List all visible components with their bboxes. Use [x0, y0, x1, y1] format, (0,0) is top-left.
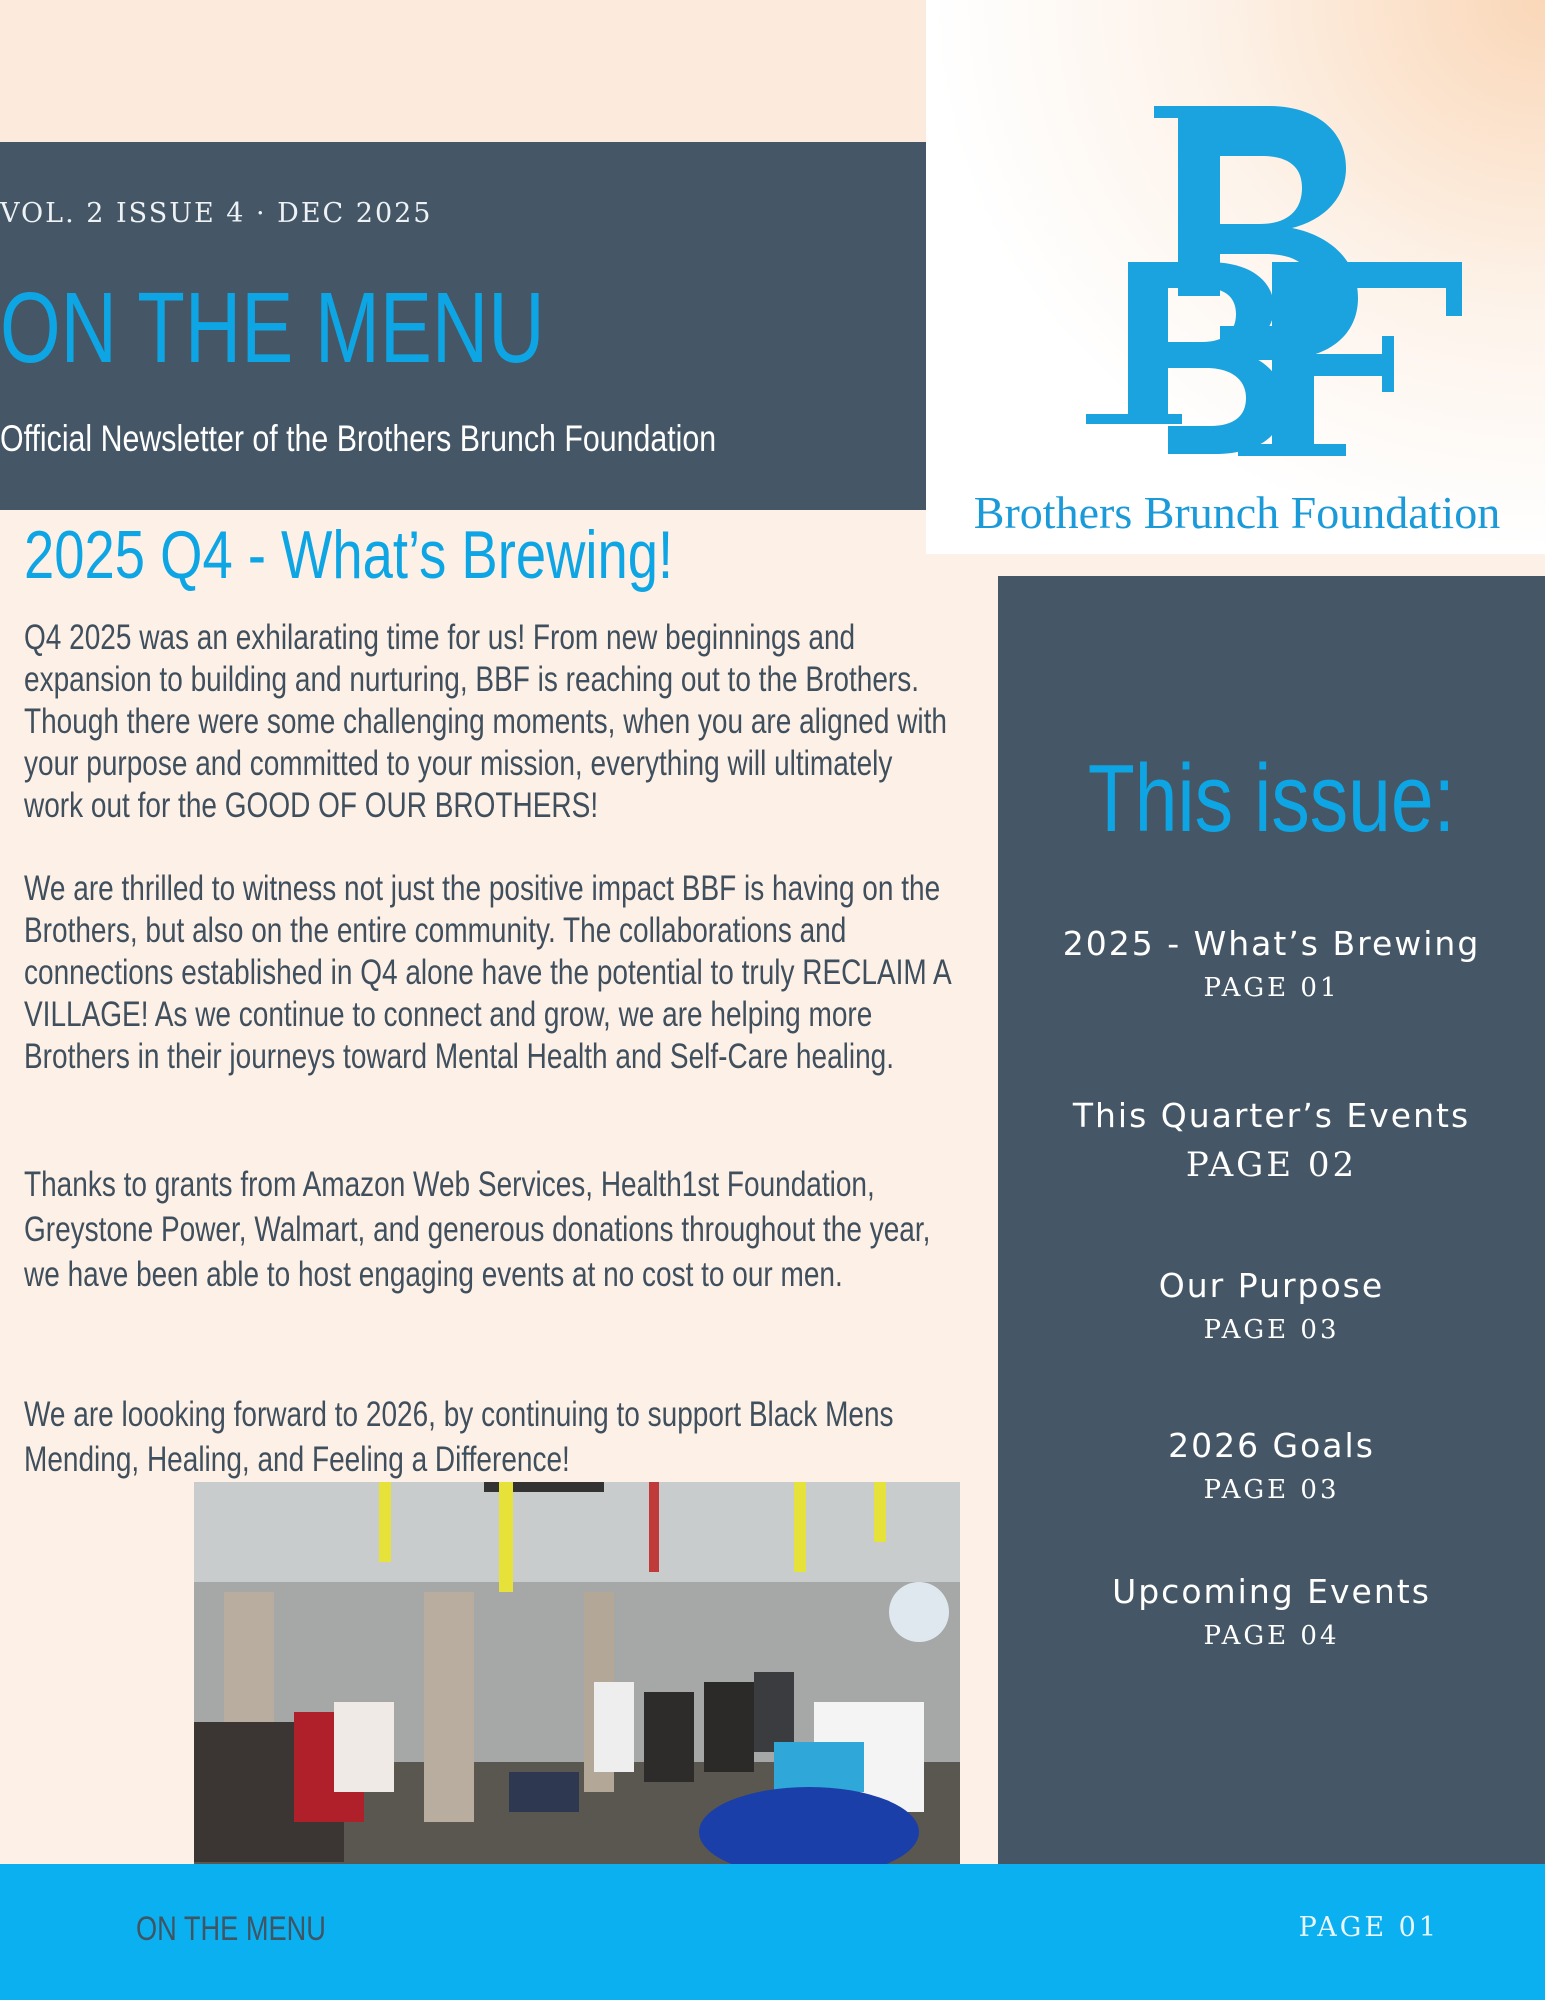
- sidebar-title: [998, 744, 1545, 854]
- article-paragraph: [24, 1162, 952, 1297]
- toc-item-page: PAGE 03: [1203, 1475, 1340, 1505]
- page-footer: [0, 1864, 1545, 2000]
- logo-caption: Brothers Brunch Foundation: [973, 487, 1501, 538]
- toc-item-page: PAGE 01: [1203, 973, 1340, 1003]
- toc-item-upcoming-events[interactable]: [998, 1572, 1545, 1651]
- toc-item-label: Our Purpose: [1158, 1266, 1385, 1305]
- toc-item-page: PAGE 02: [1185, 1145, 1358, 1185]
- toc-item-our-purpose[interactable]: [998, 1266, 1545, 1345]
- article-paragraph: [24, 868, 952, 1078]
- newsletter-subtitle: Official Newsletter of the Brothers Brunch Foundation: [0, 418, 717, 459]
- group-photo-image: [194, 1482, 960, 1864]
- toc-item-whats-brewing[interactable]: [998, 924, 1545, 1003]
- toc-item-label: Upcoming Events: [1112, 1572, 1431, 1611]
- top-background: [0, 0, 926, 142]
- toc-item-page: PAGE 04: [1203, 1621, 1340, 1651]
- sidebar-title-text: This issue:: [1087, 745, 1456, 852]
- footer-title: ON THE MENU: [136, 1910, 326, 1948]
- toc-item-2026-goals[interactable]: [998, 1426, 1545, 1505]
- article-paragraph: [24, 1392, 952, 1482]
- toc-item-label: 2026 Goals: [1168, 1426, 1375, 1465]
- footer-page-number: PAGE 01: [1298, 1912, 1439, 1943]
- paragraph-text: Q4 2025 was an exhilarating time for us! From new beginnings and expansion to building and nurturing, BBF is reaching out to the Brothers. Though there were some challenging moments, when you are aligned with your purpose and committed to your mission, everything will ultimately work out for the GOOD OF OUR BROTHERS!: [24, 618, 947, 825]
- paragraph-text: Thanks to grants from Amazon Web Services, Health1st Foundation, Greystone Power, Walmart, and generous donations throughout the year, we have been able to host engaging events at no cost to our men.: [24, 1165, 931, 1294]
- issue-line: VOL. 2 ISSUE 4 · DEC 2025: [0, 198, 433, 229]
- toc-item-label: 2025 - What’s Brewing: [1062, 924, 1481, 963]
- toc-item-page: PAGE 03: [1203, 1315, 1340, 1345]
- event-photo: [194, 1482, 960, 1864]
- paragraph-text: We are loooking forward to 2026, by continuing to support Black Mens Mending, Healing, and Feeling a Difference!: [24, 1395, 894, 1479]
- article-title: 2025 Q4 - What’s Brewing!: [24, 517, 674, 593]
- masthead-title: ON THE MENU: [0, 272, 545, 384]
- toc-item-label: This Quarter’s Events: [1072, 1096, 1471, 1135]
- bbf-monogram-icon: [926, 0, 1545, 554]
- paragraph-text: We are thrilled to witness not just the positive impact BBF is having on the Brothers, but also on the entire community. The collaborations and connections established in Q4 alone have the potential to truly RECLAIM A VILLAGE! As we continue to connect and grow, we are helping more Brothers in their journeys toward Mental Health and Self-Care healing.: [24, 869, 951, 1076]
- sidebar-contents: [998, 576, 1545, 1864]
- toc-item-quarter-events[interactable]: [998, 1096, 1545, 1185]
- bbf-logo: [926, 0, 1545, 554]
- article-paragraph: [24, 617, 952, 827]
